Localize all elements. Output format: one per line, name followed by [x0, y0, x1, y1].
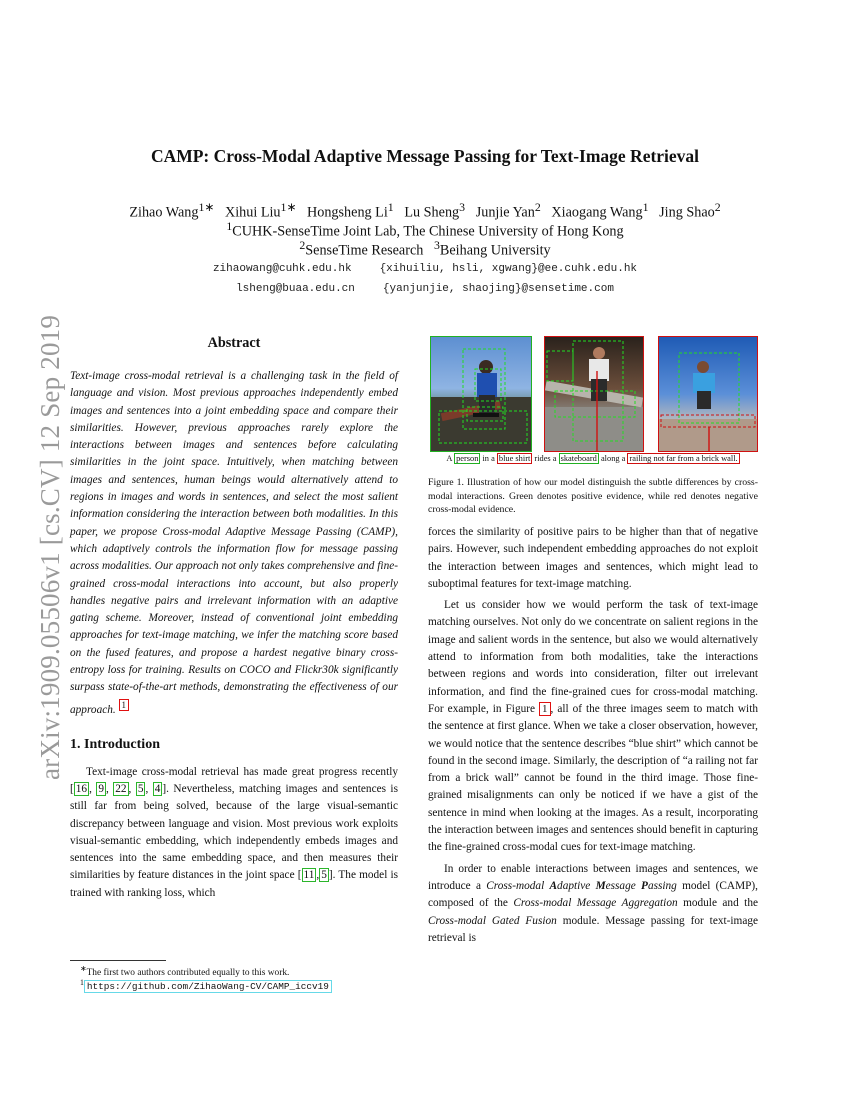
- author-affil-mark: 1: [387, 200, 394, 214]
- citation-link[interactable]: 5: [137, 783, 144, 795]
- author-name: Hongsheng Li: [307, 204, 388, 221]
- author-name: Xihui Liu: [224, 204, 281, 221]
- section-heading: 1. Introduction: [70, 736, 160, 752]
- figure-link[interactable]: 1: [539, 702, 551, 716]
- author-affil-mark: 2: [714, 200, 721, 214]
- footnote-link[interactable]: 1: [119, 699, 130, 711]
- author-affil-mark: 1: [642, 200, 649, 214]
- author-affil-mark: 2: [534, 200, 541, 214]
- email: {yanjunjie, shaojing}@sensetime.com: [382, 283, 614, 295]
- figure-image-2-overlay: [545, 337, 643, 451]
- arxiv-stamp: [15, 290, 65, 780]
- author-name: Jing Shao: [659, 204, 715, 221]
- left-column: [70, 335, 398, 902]
- citation-link[interactable]: 16: [75, 783, 88, 795]
- phrase-tag-negative: blue shirt: [498, 454, 531, 463]
- body-paragraph: forces the similarity of positive pairs to be higher than that of negative pairs. However, such independent embedding approaches do not exploit the interaction between images and sentences, which might lead to suboptimal features for text-image matching.: [428, 526, 758, 590]
- citation-link[interactable]: 4: [154, 783, 161, 795]
- email-row-1: [0, 263, 850, 275]
- author-name: Lu Sheng: [404, 204, 460, 221]
- email: lsheng@buaa.edu.cn: [236, 283, 355, 295]
- body-paragraph: Let us consider how we would perform the task of text-image matching ourselves. Not only do we concentrate on salient regions in the image and salient words in the sentence, but also we would alternatively attend to information from both modalities, take the interactions between regions and words into consideration, filter out irrelevant information, and find the fine-grained cues for cross-modal matching. For example, in Figure 1 , all of the three images seem to match with the sentence at first glance. When we take a closer observation, however, we would notice that the sentence describes “blue shirt” which cannot be found in the second image. Similarly, the description of “a railing not far from a brick wall” cannot be found in the third image. Those fine-grained misalignments can only be noticed if we have a gist of the sentence in mind when looking at the images. As a result, incorporating the interaction between images and sentences should benefit in capturing the fine-grained cross-modal cues for text-image matching.: [428, 599, 758, 854]
- intro-paragraph: Text-image cross-modal retrieval has made great progress recently [ 16 , 9 , 22 , 5 , 4 ]. Nevertheless, matching images and sentences is still far from being solved, because of the large visual-semantic discrepancy between language and vision. Most previous work exploits visual-semantic embedding, which independently embeds images and sentences into the same embedding space, and then measures their similarities by feature distances in the joint space [ 11 , 5 ]. The model is trained with ranking loss, which: [70, 765, 398, 899]
- figure-image-1-overlay: [431, 337, 531, 451]
- code-url-link[interactable]: https://github.com/ZihaoWang-CV/CAMP_iccv19: [84, 980, 332, 993]
- email: {xihuiliu, hsli, xgwang}@ee.cuhk.edu.hk: [379, 263, 638, 275]
- author-name: Junjie Yan: [475, 204, 535, 221]
- figure-image-3-overlay: [659, 337, 757, 451]
- abstract-text: Text-image cross-modal retrieval is a challenging task in the field of language and vision. Most previous approaches independently embed images and sentences into a joint embedding space and compare their similarities. However, previous approaches rarely explore the interactions between images and sentences before calculating similarities in the joint space. Intuitively, when matching between images and sentences, human beings would alternatively attend to regions in images and words in sentences, and select the most salient information considering the interaction between both modalities. In this paper, we propose Cross-modal Adaptive Message Passing (CAMP), which adaptively controls the information flow for message passing across modalities. Our approach not only takes comprehensive and fine-grained cross-modal interactions into account, but also properly handles negative pairs and irrelevant information with an adaptive gating scheme. Moreover, instead of conventional joint embedding approaches for text-image matching, we infer the matching score based on the fused features, and propose a hardest negative binary cross-entropy loss for training. Results on COCO and Flickr30k significantly surpass state-of-the-art methods, demonstrating the effectiveness of our approach. $^1$: [70, 370, 398, 716]
- email-row-2: [0, 283, 850, 295]
- citation-link[interactable]: 5: [321, 869, 327, 882]
- figure-sentence: A person in a blue shirt rides a skateboard along a railing not far from a brick wall.: [446, 454, 738, 463]
- author-affil-mark: 1∗: [198, 200, 215, 214]
- affiliation-1: $^1$CUHK-SenseTime Joint Lab, The Chinese University of Hong Kong: [226, 219, 624, 240]
- phrase-tag-positive: person: [456, 454, 479, 463]
- author-name: Zihao Wang: [129, 204, 199, 221]
- body-paragraph: In order to enable interactions between images and sentences, we introduce a Cross-modal Adaptive Message Passing model (CAMP), composed of the Cross-modal Message Aggregation module and the Cross-modal Gated Fusion module. Message passing for text-image retrieval is: [428, 862, 758, 944]
- citation-link[interactable]: 11: [303, 869, 315, 882]
- email: zihaowang@cuhk.edu.hk: [212, 263, 352, 275]
- author-affil-mark: 3: [459, 200, 466, 214]
- abstract-heading: Abstract: [207, 335, 261, 351]
- author-name: Xiaogang Wang: [551, 204, 643, 221]
- phrase-tag-positive: skateboard: [560, 454, 597, 463]
- affiliation-2: $^2$SenseTime Research $^3$Beihang University: [299, 238, 551, 259]
- footnote-rule: [70, 960, 166, 961]
- citation-link[interactable]: 9: [98, 783, 104, 795]
- citation-link[interactable]: 22: [115, 783, 127, 795]
- footnote-2: $^1$ https://github.com/ZihaoWang-CV/CAMP_iccv19: [80, 978, 332, 992]
- paper-title: CAMP: Cross-Modal Adaptive Message Passing for Text-Image Retrieval: [150, 146, 700, 166]
- right-column: [428, 524, 758, 947]
- author-affil-mark: 1∗: [280, 200, 297, 214]
- figure-image-2: [544, 336, 644, 452]
- arxiv-stamp-text: arXiv:1909.05506v1 [cs.CV] 12 Sep 2019: [35, 314, 65, 780]
- phrase-tag-negative: railing not far from a brick wall.: [629, 454, 738, 463]
- figure-caption: Figure 1. Illustration of how our model distinguish the subtle differences by cross-modal interactions. Green denotes positive evidence, while red denotes negative cross-modal evidence.: [428, 477, 758, 516]
- footnote-1: ∗The first two authors contributed equally to this work.: [80, 964, 290, 979]
- figure-1: [428, 336, 758, 472]
- figure-image-1: [430, 336, 532, 452]
- figure-image-3: [658, 336, 758, 452]
